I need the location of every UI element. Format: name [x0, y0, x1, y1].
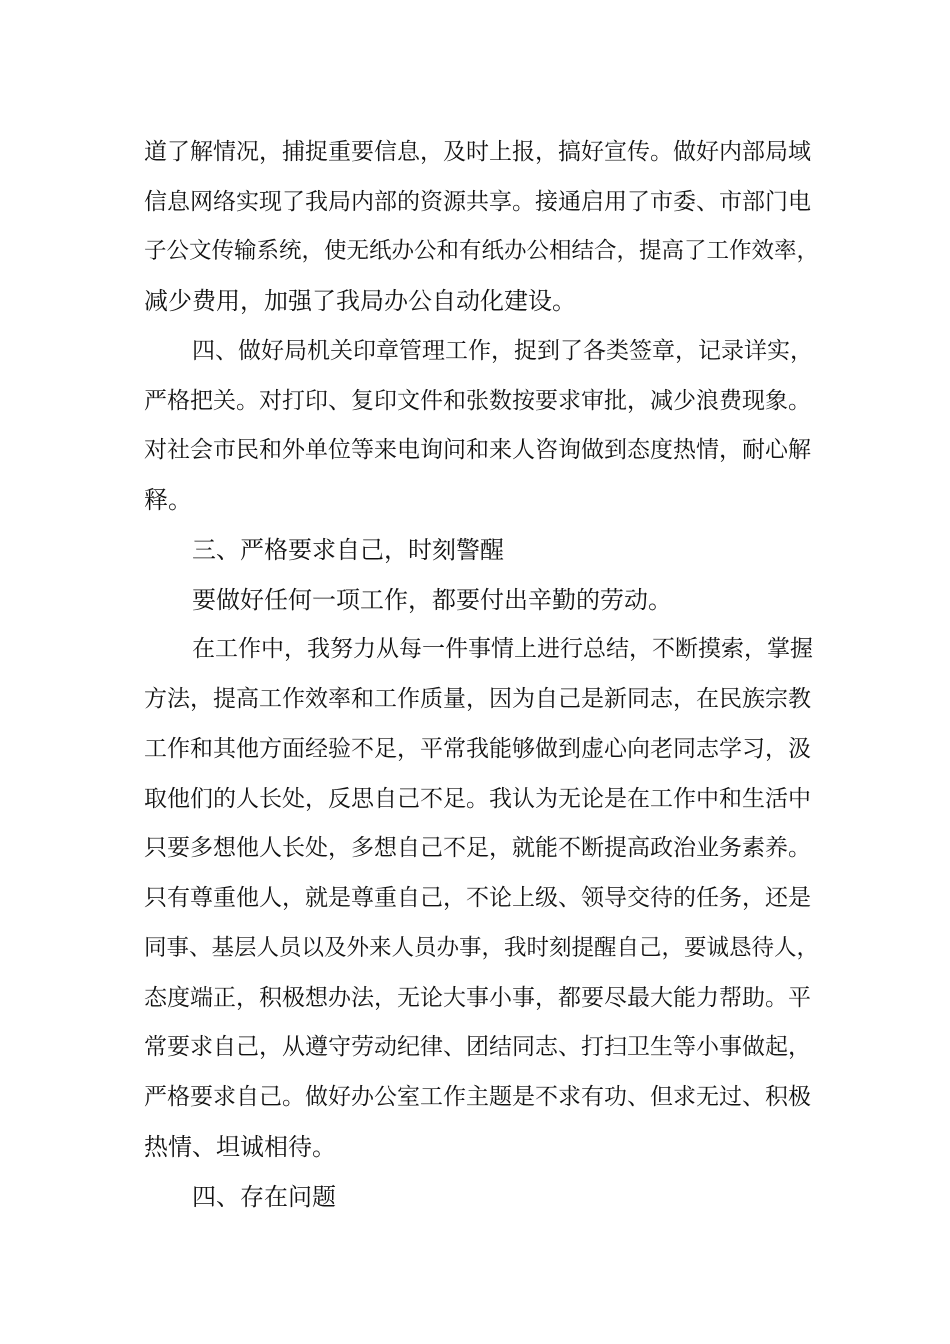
text-line: 子公文传输系统，使无纸办公和有纸办公相结合，提高了工作效率， [144, 238, 820, 264]
text-line: 严格要求自己。做好办公室工作主题是不求有功、但求无过、积极 [144, 1084, 811, 1110]
text-line: 工作和其他方面经验不足，平常我能够做到虚心向老同志学习，汲 [144, 736, 811, 762]
text-line: 信息网络实现了我局内部的资源共享。接通启用了市委、市部门电 [144, 189, 811, 215]
text-line: 道了解情况，捕捉重要信息，及时上报，搞好宣传。做好内部局域 [144, 139, 811, 165]
text-line: 要做好任何一项工作，都要付出辛勤的劳动。 [192, 586, 672, 614]
section-heading: 四、存在问题 [192, 1183, 336, 1211]
text-line: 取他们的人长处，反思自己不足。我认为无论是在工作中和生活中 [144, 786, 811, 812]
text-line: 态度端正，积极想办法，无论大事小事，都要尽最大能力帮助。平 [144, 985, 811, 1011]
text-line: 对社会市民和外单位等来电询问和来人咨询做到态度热情，耐心解 [144, 437, 811, 463]
section-heading: 三、严格要求自己，时刻警醒 [192, 536, 504, 564]
text-line: 释。 [144, 486, 192, 514]
text-line: 只要多想他人长处，多想自己不足，就能不断提高政治业务素养。 [144, 835, 811, 861]
text-line: 热情、坦诚相待。 [144, 1133, 336, 1161]
text-line: 在工作中，我努力从每一件事情上进行总结，不断摸索，掌握 [192, 636, 813, 662]
text-line: 常要求自己，从遵守劳动纪律、团结同志、打扫卫生等小事做起， [144, 1034, 811, 1060]
text-line: 同事、基层人员以及外来人员办事，我时刻提醒自己，要诚恳待人， [144, 935, 820, 961]
text-line: 减少费用，加强了我局办公自动化建设。 [144, 287, 576, 315]
text-line: 方法，提高工作效率和工作质量，因为自己是新同志，在民族宗教 [144, 686, 811, 712]
text-line: 严格把关。对打印、复印文件和张数按要求审批，减少浪费现象。 [144, 388, 811, 414]
text-line: 只有尊重他人，就是尊重自己，不论上级、领导交待的任务，还是 [144, 885, 811, 911]
text-line: 四、做好局机关印章管理工作，捉到了各类签章，记录详实， [192, 338, 813, 364]
